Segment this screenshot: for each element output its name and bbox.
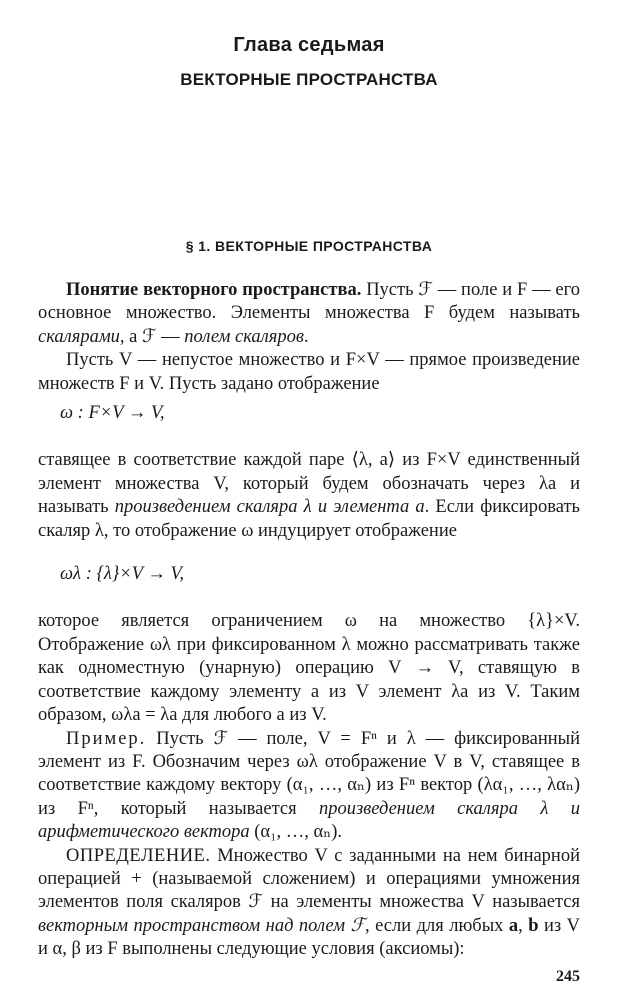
paragraph-1-text-a: Пусть ℱ — поле и F — его основное множество. Элементы множества F будем называть: [38, 280, 580, 324]
paragraph-6-bold-b: b: [528, 915, 539, 936]
paragraph-6: [38, 845, 580, 962]
chapter-subtitle: ВЕКТОРНЫЕ ПРОСТРАНСТВА: [180, 70, 438, 89]
book-page: [38, 0, 580, 1000]
paragraph-3-text-b: . Если фиксировать скаляр λ, то отображение ω индуцирует отображение: [38, 497, 580, 541]
paragraph-3: [38, 449, 580, 543]
paragraph-1-scalars: скалярами: [38, 326, 120, 347]
chapter-title: Глава седьмая: [233, 34, 385, 56]
paragraph-1-lead: Понятие векторного пространства.: [66, 280, 362, 300]
paragraph-1-text-b: , а ℱ —: [119, 326, 185, 347]
paragraph-5-vector: произведением скаляра λ и арифметического вектора: [38, 798, 580, 843]
paragraph-6-lead: ОПРЕДЕЛЕНИЕ.: [66, 845, 211, 866]
paragraph-3-product: произведением скаляра λ и элемента a: [114, 497, 425, 518]
paragraph-6-bold-a: a: [508, 915, 519, 936]
paragraph-6-text-b: , если для любых: [365, 915, 509, 936]
paragraph-5-text-b: (α₁, …, αₙ).: [249, 822, 343, 843]
paragraph-5-text-a: Пусть ℱ — поле, V = Fⁿ и λ — фиксированный элемент из F. Обозначим через ωλ отображение V в V, ставящее в соответствие каждому вектору (α₁, …, αₙ) из Fⁿ вектор (λα₁, …, λαₙ) из Fⁿ, который называется: [38, 728, 580, 819]
paragraph-6-space: векторным пространством над полем ℱ: [38, 915, 366, 936]
paragraph-6-text-a: Множество V с заданными на нем бинарной операцией + (называемой сложением) и операциями умножения элементов поля скаляров ℱ на элементы множества V называется: [38, 845, 580, 913]
paragraph-5-lead: Пример.: [66, 728, 147, 749]
paragraph-6-text-d: из V и α, β из F выполнены следующие условия (аксиомы):: [38, 915, 580, 960]
paragraph-4: которое является ограничением ω на множество {λ}×V. Отображение ωλ при фиксированном λ можно рассматривать также как одноместную (унарную) операцию V → V, ставящую в соответствие каждому элементу a из V элемент λa из V. Таким образом, ωλa = λa для любого a из V.: [38, 611, 580, 726]
page-number: 245: [556, 968, 580, 985]
paragraph-2: Пусть V — непустое множество и F×V — прямое произведение множеств F и V. Пусть задано отображение: [38, 350, 580, 394]
formula-1: ω : F×V → V,: [60, 403, 165, 424]
paragraph-1-field: полем скаляров: [184, 326, 304, 347]
body-text: [38, 279, 580, 962]
paragraph-6-text-c: ,: [518, 915, 529, 936]
paragraph-1: [38, 279, 580, 349]
paragraph-5: [38, 728, 580, 845]
paragraph-1-text-c: .: [303, 326, 309, 347]
section-title: § 1. ВЕКТОРНЫЕ ПРОСТРАНСТВА: [185, 238, 433, 254]
formula-2: ωλ : {λ}×V → V,: [60, 564, 185, 585]
paragraph-3-text-a: ставящее в соответствие каждой паре ⟨λ, a⟩ из F×V единственный элемент множества V, который будем обозначать через λa и называть: [38, 450, 580, 518]
